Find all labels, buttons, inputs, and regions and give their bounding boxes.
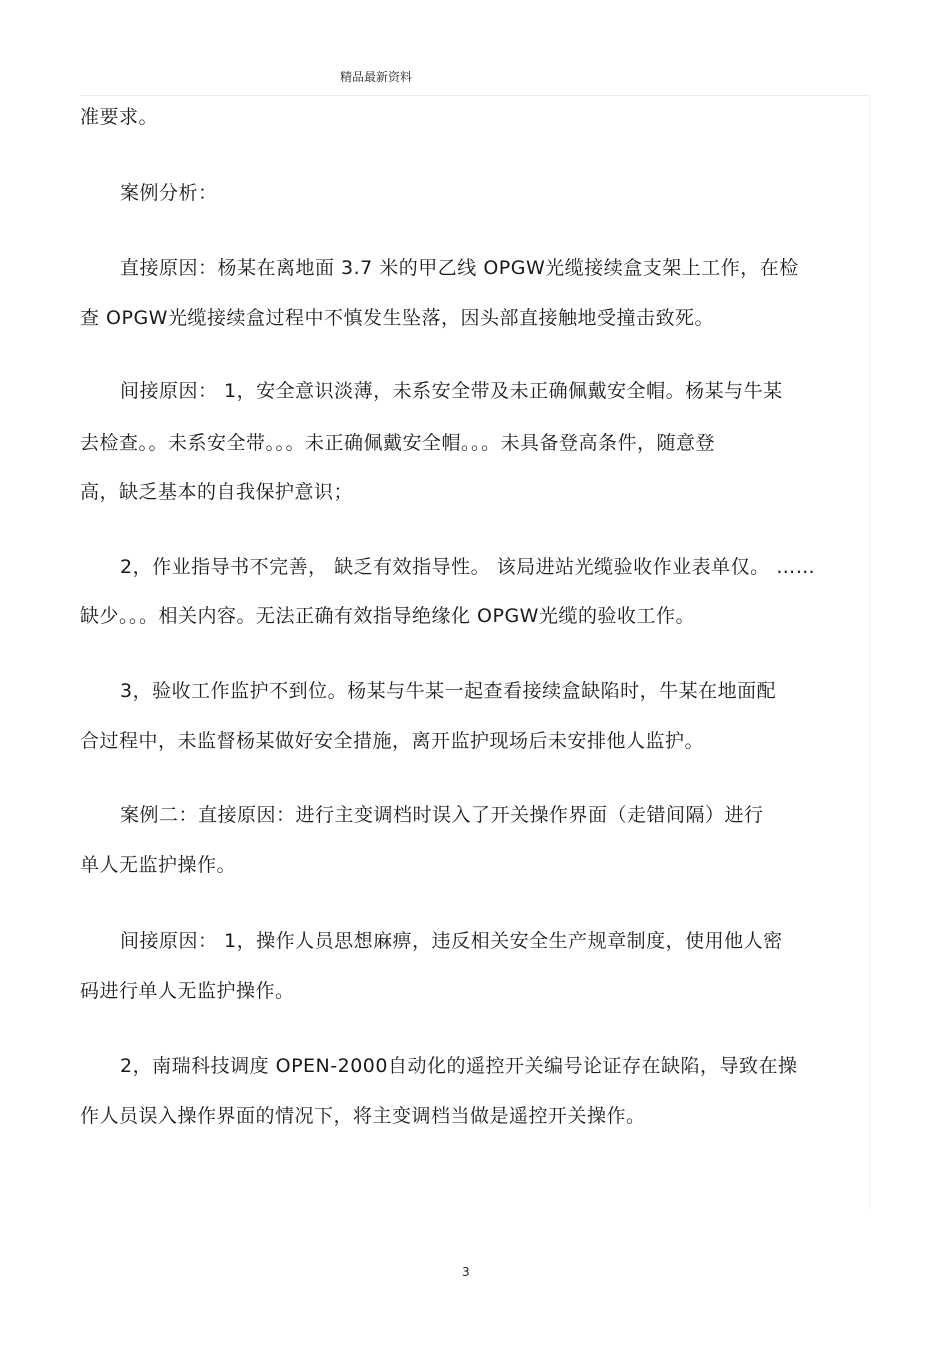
right-margin-rule <box>869 95 870 1210</box>
text-line: 高，缺乏基本的自我保护意识； <box>80 481 354 503</box>
page-header: 精品最新资料 <box>340 70 413 84</box>
text-line: 间接原因： 1，操作人员思想麻痹，违反相关安全生产规章制度，使用他人密 <box>120 930 783 952</box>
section-heading: 案例分析： <box>120 182 218 204</box>
text-line: 准要求。 <box>80 106 159 128</box>
text-line: 作人员误入操作界面的情况下，将主变调档当做是遥控开关操作。 <box>80 1105 646 1127</box>
text-line: 案例二：直接原因：进行主变调档时误入了开关操作界面（走错间隔）进行 <box>120 804 764 826</box>
text-line: 2，南瑞科技调度 OPEN-2000自动化的遥控开关编号论证存在缺陷，导致在操 <box>120 1055 798 1077</box>
text-line: 查 OPGW光缆接续盒过程中不慎发生坠落，因头部直接触地受撞击致死。 <box>80 307 714 329</box>
page-number: 3 <box>462 1265 470 1279</box>
header-divider <box>80 95 870 96</box>
text-line: 去检查。。未系安全带。。。未正确佩戴安全帽。。。未具备登高条件，随意登 <box>80 432 716 454</box>
text-line: 2，作业指导书不完善， 缺乏有效指导性。 该局进站光缆验收作业表单仅。 …… <box>120 556 816 578</box>
text-line: 直接原因：杨某在离地面 3.7 米的甲乙线 OPGW光缆接续盒支架上工作，在检 <box>120 257 799 279</box>
text-line: 缺少。。。相关内容。无法正确有效指导绝缘化 OPGW光缆的验收工作。 <box>80 605 695 627</box>
text-line: 合过程中，未监督杨某做好安全措施，离开监护现场后未安排他人监护。 <box>80 730 705 752</box>
text-line: 3，验收工作监护不到位。杨某与牛某一起查看接续盒缺陷时，牛某在地面配 <box>120 680 777 702</box>
text-line: 码进行单人无监护操作。 <box>80 980 295 1002</box>
text-line: 间接原因： 1，安全意识淡薄，未系安全带及未正确佩戴安全帽。杨某与牛某 <box>120 380 783 402</box>
text-line: 单人无监护操作。 <box>80 854 237 876</box>
